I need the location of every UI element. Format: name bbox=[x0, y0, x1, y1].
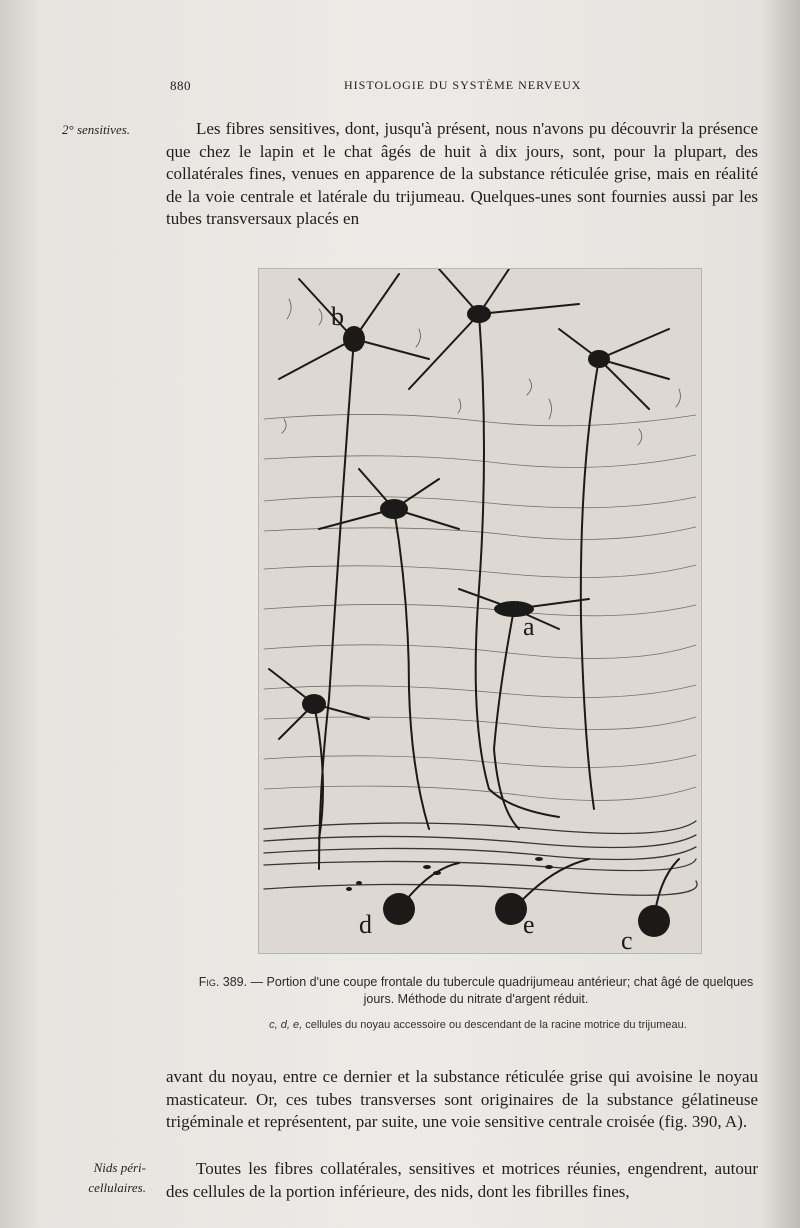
running-title: HISTOLOGIE DU SYSTÈME NERVEUX bbox=[344, 78, 582, 92]
cell-body-d bbox=[383, 893, 415, 925]
cell-bodies bbox=[302, 305, 670, 937]
label-d: d bbox=[359, 910, 372, 939]
caption-text: — Portion d'une coupe frontale du tubercule quadrijumeau antérieur; chat âgé de quelques jours. Méthode du nitrate d'argent réduit. bbox=[247, 975, 754, 1006]
label-c: c bbox=[621, 926, 633, 953]
paragraph-2: avant du noyau, entre ce dernier et la substance réticulée grise qui avoisine le noyau masticateur. Or, ces tubes transverses sont originaires de la substance gélatineuse trigéminale et représentent, par suite, une voie sensitive centrale croisée (fig. 390, A). bbox=[166, 1067, 758, 1132]
cell-body-right bbox=[588, 350, 610, 368]
figure-389 bbox=[258, 268, 702, 954]
legend-text: cellules du noyau accessoire ou descendant de la racine motrice du trijumeau. bbox=[302, 1019, 687, 1031]
cell-body-c bbox=[638, 905, 670, 937]
neuron-processes bbox=[269, 269, 679, 919]
cell-body-top bbox=[467, 305, 491, 323]
basal-fibre-layer bbox=[264, 821, 697, 895]
figure-number: Fig. 389. bbox=[198, 975, 248, 989]
figure-legend bbox=[200, 1019, 756, 1031]
legend-letters: c, d, e, bbox=[269, 1019, 303, 1031]
margin-note-nids-line1: Nids péri- bbox=[93, 1160, 146, 1175]
margin-note-nids bbox=[58, 1158, 146, 1198]
cell-body-mid bbox=[380, 499, 408, 519]
label-b: b bbox=[331, 302, 344, 331]
paragraph-3: Toutes les fibres collatérales, sensitives et motrices réunies, engendrent, autour des cellules de la portion inférieure, des nids, dont les fibrilles fines, bbox=[166, 1159, 758, 1201]
cell-body-left bbox=[302, 694, 326, 714]
margin-note-nids-line2: cellulaires. bbox=[88, 1180, 146, 1195]
label-a: a bbox=[523, 612, 535, 641]
margin-note-sensitives: 2° sensitives. bbox=[62, 122, 131, 137]
figure-caption bbox=[196, 974, 756, 1008]
label-e: e bbox=[523, 910, 535, 939]
page-number: 880 bbox=[170, 78, 191, 93]
neuron-illustration bbox=[259, 269, 701, 953]
cell-body-b bbox=[343, 326, 365, 352]
paragraph-1: Les fibres sensitives, dont, jusqu'à présent, nous n'avons pu découvrir la présence que chez le lapin et le chat âgés de huit à dix jours, sont, pour la plupart, des collatérales fines, venues en apparence de la substance réticulée grise, mais en réalité de la voie centrale et latérale du trijumeau. Quelques-unes sont fournies aussi par les tubes transversaux placés en bbox=[166, 119, 758, 229]
